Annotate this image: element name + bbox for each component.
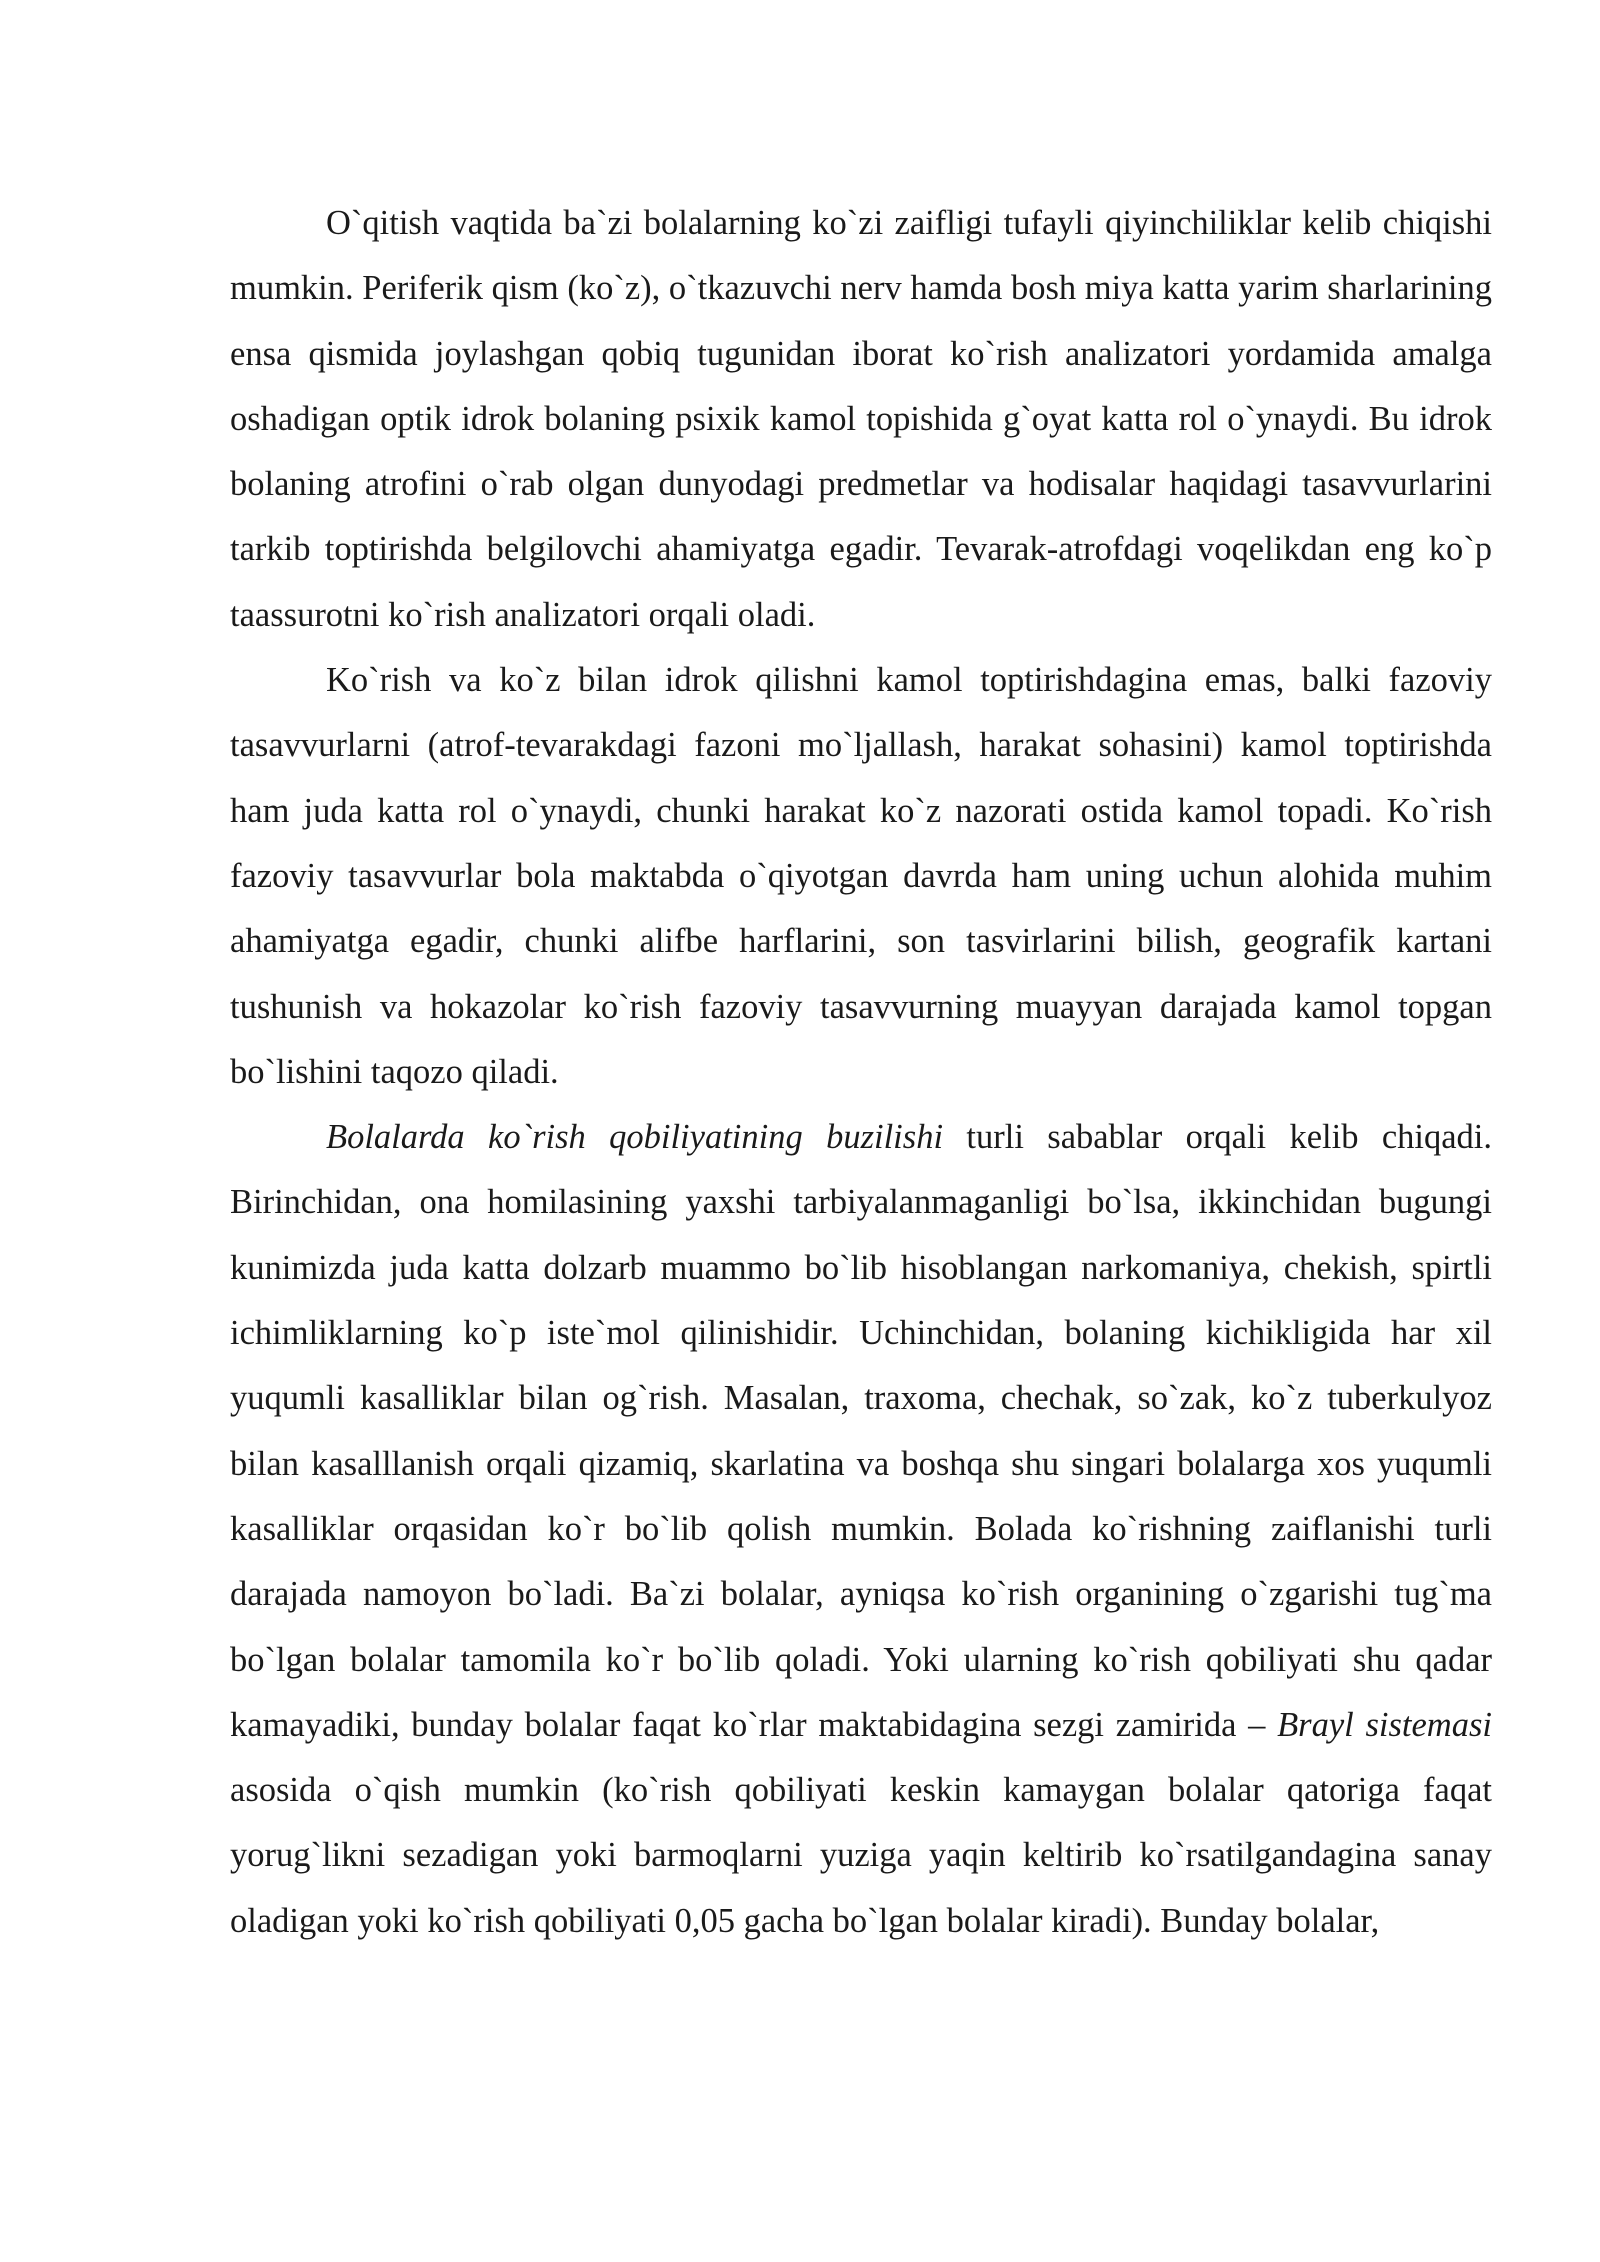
paragraph-3-italic-term: Brayl sistemasi (1277, 1705, 1492, 1744)
paragraph-2 (230, 648, 1492, 1105)
paragraph-1-text: O`qitish vaqtida ba`zi bolalarning ko`zi zaifligi tufayli qiyinchiliklar kelib chiqishi mumkin. Periferik qism (ko`z), o`tkazuvchi nerv hamda bosh miya katta yarim sharlarining ensa qismida joylashgan qobiq tugunidan iborat ko`rish analizatori yordamida amalga oshadigan optik idrok bolaning psixik kamol topishida g`oyat katta rol o`ynaydi. Bu idrok bolaning atrofini o`rab olgan dunyodagi predmetlar va hodisalar haqidagi tasavvurlarini tarkib toptirishda belgilovchi ahamiyatga egadir. Tevarak-atrofdagi voqelikdan eng ko`p taassurotni ko`rish analizatori orqali oladi. (230, 204, 1492, 634)
paragraph-3-text-part-2: asosida o`qish mumkin (ko`rish qobiliyati keskin kamaygan bolalar qatoriga faqat yorug`likni sezadigan yoki barmoqlarni yuziga yaqin keltirib ko`rsatilgandagina sanay oladigan yoki ko`rish qobiliyati 0,05 gacha bo`lgan bolalar kiradi). Bunday bolalar, (230, 1771, 1492, 1940)
paragraph-3 (230, 1105, 1492, 1954)
paragraph-2-text: Ko`rish va ko`z bilan idrok qilishni kamol toptirishdagina emas, balki fazoviy tasavvurlarni (atrof-tevarakdagi fazoni mo`ljallash, harakat sohasini) kamol toptirishda ham juda katta rol o`ynaydi, chunki harakat ko`z nazorati ostida kamol topadi. Ko`rish fazoviy tasavvurlar bola maktabda o`qiyotgan davrda ham uning uchun alohida muhim ahamiyatga egadir, chunki alifbe harflarini, son tasvirlarini bilish, geografik kartani tushunish va hokazolar ko`rish fazoviy tasavvurning muayyan darajada kamol topgan bo`lishini taqozo qiladi. (230, 661, 1492, 1091)
paragraph-3-text-part-1: turli sabablar orqali kelib chiqadi. Birinchidan, ona homilasining yaxshi tarbiyalanmaganligi bo`lsa, ikkinchidan bugungi kunimizda juda katta dolzarb muammo bo`lib hisoblangan narkomaniya, chekish, spirtli ichimliklarning ko`p iste`mol qilinishidir. Uchinchidan, bolaning kichikligida har xil yuqumli kasalliklar bilan og`rish. Masalan, traxoma, chechak, so`zak, ko`z tuberkulyoz bilan kasalllanish orqali qizamiq, skarlatina va boshqa shu singari bolalarga xos yuqumli kasalliklar orqasidan ko`r bo`lib qolish mumkin. Bolada ko`rishning zaiflanishi turli darajada namoyon bo`ladi. Ba`zi bolalar, ayniqsa ko`rish organining o`zgarishi tug`ma bo`lgan bolalar tamomila ko`r bo`lib qoladi. Yoki ularning ko`rish qobiliyati shu qadar kamayadiki, bunday bolalar faqat ko`rlar maktabidagina sezgi zamirida – (230, 1118, 1492, 1744)
paragraph-1 (230, 191, 1492, 648)
paragraph-3-italic-heading: Bolalarda ko`rish qobiliyatining buzilishi (326, 1118, 944, 1157)
document-body (230, 191, 1492, 1954)
